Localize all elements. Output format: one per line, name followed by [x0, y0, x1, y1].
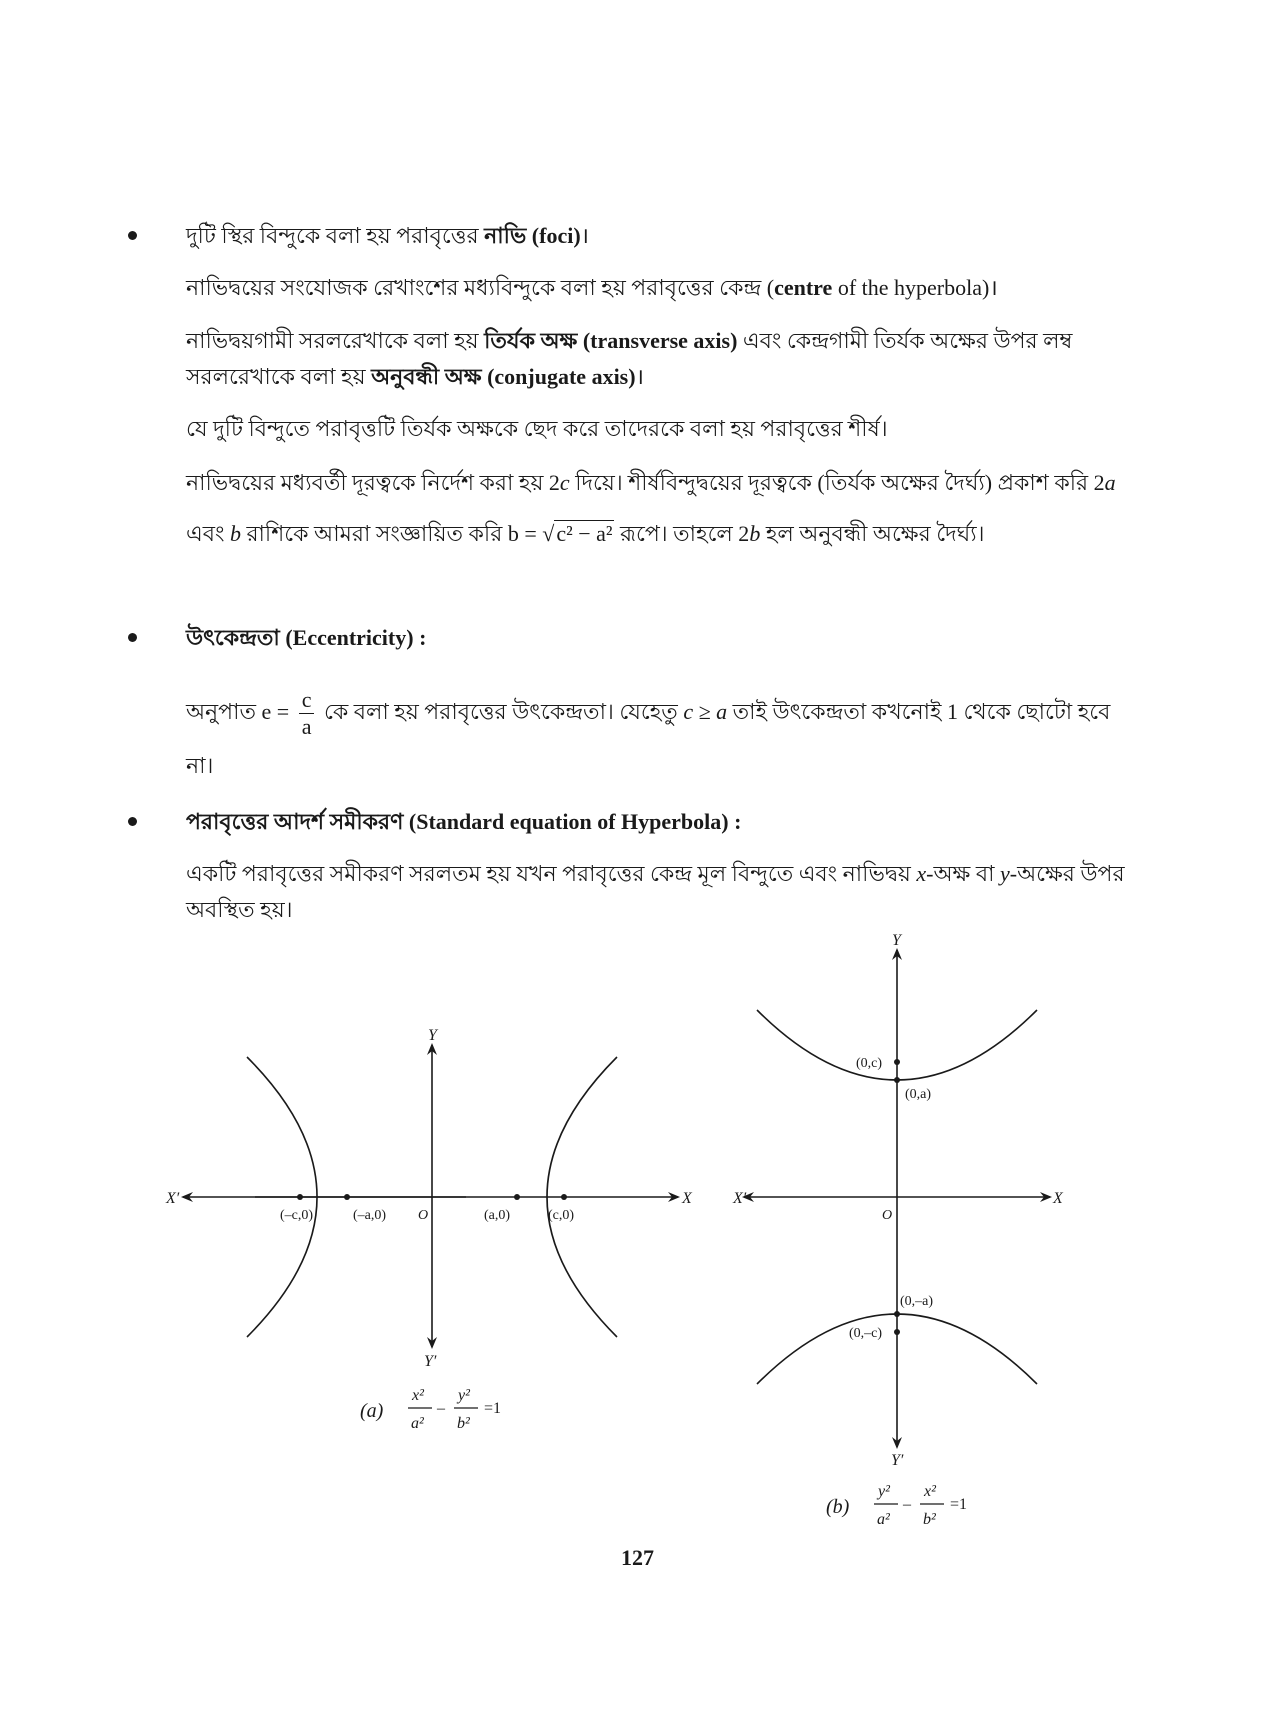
- fig-b-eq-num2: x²: [924, 1483, 936, 1500]
- fig-a-label-origin: O: [418, 1208, 429, 1223]
- transverse-axis-definition: নাভিদ্বয়গামী সরলরেখাকে বলা হয় তির্যক অক্ষ (transverse axis) এবং কেন্দ্রগামী তির্যক অক্ষের উপর লম্ব: [186, 328, 1073, 353]
- fig-b-label-origin: O: [882, 1208, 893, 1223]
- page-number: 127: [621, 1545, 654, 1570]
- fig-a-label-x-right: X: [682, 1190, 692, 1207]
- fig-b-caption-label: (b): [826, 1496, 850, 1518]
- fig-b-label-a: (0,a): [905, 1087, 932, 1102]
- fig-a-label-x-left: X′: [166, 1190, 180, 1207]
- distance-definition: নাভিদ্বয়ের মধ্যবর্তী দূরত্বকে নির্দেশ করা হয় 2c দিয়ে। শীর্ষবিন্দুদ্বয়ের দূরত্বকে (তির্যক অক্ষের দৈর্ঘ্য) প্রকাশ করি 2a: [186, 470, 1116, 495]
- fig-a-eq-rhs: =1: [484, 1400, 502, 1417]
- fig-a-label-y-top: Y: [428, 1027, 437, 1044]
- eccentricity-definition-end: না।: [186, 753, 214, 778]
- fig-b-label-c: (0,c): [856, 1056, 883, 1071]
- fig-a-label-neg-c: (–c,0): [280, 1208, 314, 1223]
- fig-a-label-neg-a: (–a,0): [353, 1208, 387, 1223]
- fig-b-label-neg-c: (0,–c): [849, 1326, 883, 1341]
- eccentricity-heading: উৎকেন্দ্রতা (Eccentricity) :: [186, 625, 427, 650]
- foci-definition: দুটি স্থির বিন্দুকে বলা হয় পরাবৃত্তের নাভি (foci)।: [186, 223, 589, 248]
- fig-b-label-x-right: X: [1053, 1190, 1063, 1207]
- fig-b-eq-den2: b²: [923, 1511, 936, 1528]
- fig-a-caption-label: (a): [360, 1400, 384, 1422]
- fig-b-label-y-top: Y: [892, 932, 901, 949]
- fig-a-eq-minus: –: [437, 1400, 445, 1417]
- fig-b-vertex-top: [894, 1077, 900, 1083]
- fig-a-vertex-right: [514, 1194, 520, 1200]
- eccentricity-definition: অনুপাত e = $\frac{c}{a}$ কে বলা হয় পরাবৃত্তের উৎকেন্দ্রতা। যেহেতু c ≥ a তাই উৎকেন্দ্রতা কখনোই 1 থেকে ছোটো হবে: [186, 687, 1111, 740]
- fig-a-label-c: (c,0): [548, 1208, 575, 1223]
- standard-equation-text-end: অবস্থিত হয়।: [186, 897, 293, 922]
- standard-equation-text: একটি পরাবৃত্তের সমীকরণ সরলতম হয় যখন পরাবৃত্তের কেন্দ্র মূল বিন্দুতে এবং নাভিদ্বয় x-অক্ষ বা y-অক্ষের উপর: [186, 861, 1125, 886]
- fig-a-eq-num2: y²: [458, 1387, 470, 1404]
- fig-b-eq-den1: a²: [877, 1511, 890, 1528]
- fig-b-eq-num1: y²: [878, 1483, 890, 1500]
- figure-b-vertical-hyperbola: [732, 932, 1064, 1528]
- conjugate-axis-definition: সরলরেখাকে বলা হয় অনুবন্ধী অক্ষ (conjugate axis)।: [186, 364, 644, 389]
- b-definition: এবং b রাশিকে আমরা সংজ্ঞায়িত করি b = √c² − a² রূপে। তাহলে 2b হল অনুবন্ধী অক্ষের দৈর্ঘ্য।: [186, 521, 985, 546]
- vertex-definition: যে দুটি বিন্দুতে পরাবৃত্তটি তির্যক অক্ষকে ছেদ করে তাদেরকে বলা হয় পরাবৃত্তের শীর্ষ।: [186, 416, 888, 441]
- standard-equation-heading: পরাবৃত্তের আদর্শ সমীকরণ (Standard equation of Hyperbola) :: [186, 809, 742, 834]
- fig-b-focus-bottom: [894, 1329, 900, 1335]
- fig-a-focus-left: [297, 1194, 303, 1200]
- fig-a-focus-right: [561, 1194, 567, 1200]
- eccentricity-fraction: $\frac{c}{a}$: [299, 687, 315, 740]
- fig-b-focus-top: [894, 1059, 900, 1065]
- fig-a-vertex-left: [344, 1194, 350, 1200]
- fig-a-eq-den2: b²: [457, 1415, 470, 1432]
- fig-a-eq-den1: a²: [411, 1415, 424, 1432]
- centre-definition: নাভিদ্বয়ের সংযোজক রেখাংশের মধ্যবিন্দুকে বলা হয় পরাবৃত্তের কেন্দ্র (centre of the hyperbola)।: [186, 275, 998, 300]
- fig-b-label-y-bottom: Y′: [891, 1452, 904, 1469]
- fig-a-label-y-bottom: Y′: [424, 1353, 437, 1370]
- fig-a-eq-num1: x²: [412, 1387, 424, 1404]
- fig-b-eq-rhs: =1: [950, 1496, 968, 1513]
- fig-b-eq-minus: –: [903, 1496, 911, 1513]
- fig-a-label-a: (a,0): [484, 1208, 511, 1223]
- fig-b-label-x-left: X′: [733, 1190, 747, 1207]
- figure-a-horizontal-hyperbola: [165, 1027, 693, 1432]
- fig-b-vertex-bottom: [894, 1311, 900, 1317]
- fig-b-label-neg-a: (0,–a): [900, 1294, 934, 1309]
